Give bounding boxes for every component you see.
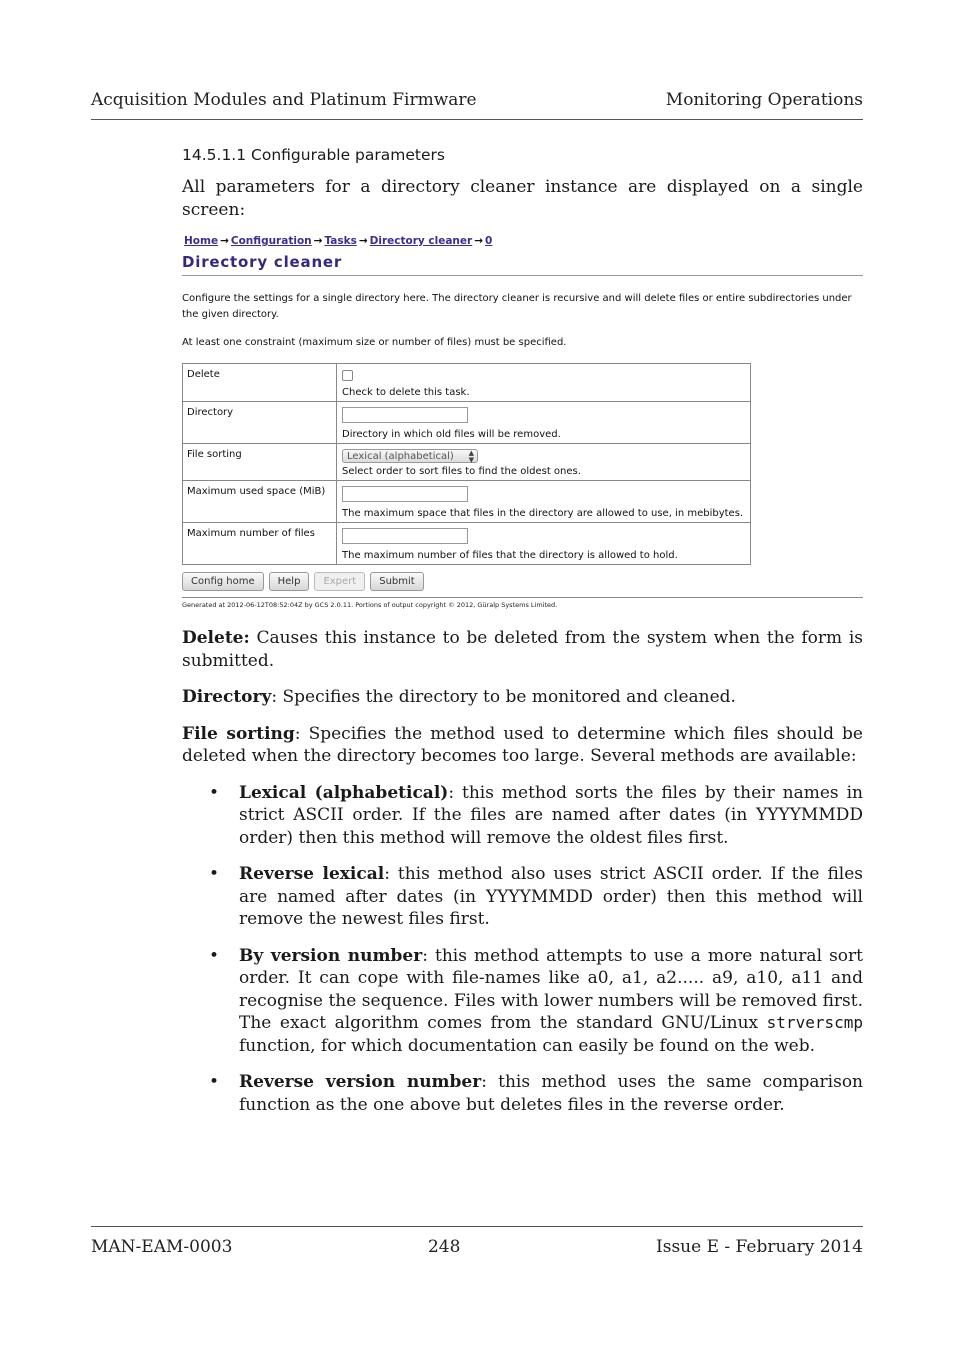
- row-label-max-files: Maximum number of files: [183, 523, 337, 565]
- page-footer: [91, 1226, 863, 1257]
- file-sorting-selected-value: Lexical (alphabetical): [347, 451, 454, 462]
- list-item: [182, 1071, 863, 1116]
- table-row: [183, 523, 751, 565]
- breadcrumb-separator: →: [474, 235, 484, 247]
- method-code: strverscmp: [766, 1013, 863, 1032]
- footer-doc-id: MAN-EAM-0003: [91, 1237, 233, 1257]
- max-files-help: The maximum number of files that the directory is allowed to hold.: [342, 550, 678, 561]
- header-right: Monitoring Operations: [665, 90, 863, 110]
- directory-term: Directory: [182, 687, 272, 707]
- method-text: : this method attempts to use a more natural sort order. It can cope with file-names like a0, a1, a2..... a9, a10, a11 and recognise the sequence. Files with lower numbers will be removed first. The exact algorithm comes from the standard GNU/Linux: [239, 945, 864, 1033]
- row-value: [337, 364, 751, 402]
- directory-text: : Specifies the directory to be monitored and cleaned.: [271, 687, 736, 707]
- row-label-max-space: Maximum used space (MiB): [183, 481, 337, 523]
- table-row: [183, 364, 751, 402]
- list-item: [182, 863, 863, 931]
- delete-term: Delete:: [182, 628, 250, 648]
- screenshot-footer: Generated at 2012-06-12T08:52:04Z by GCS 2.0.11. Portions of output copyright © 2012, Güralp Systems Limited.: [182, 597, 863, 609]
- table-row: [183, 402, 751, 444]
- bullet: •: [209, 1072, 220, 1092]
- row-value: [337, 402, 751, 444]
- method-text: : this method also uses strict ASCII order. If the files are named after dates (in YYYYMMDD order) then this method will remove the newest files first.: [239, 864, 864, 929]
- breadcrumb-tasks[interactable]: Tasks: [324, 235, 357, 247]
- file-sorting-select[interactable]: [342, 449, 478, 463]
- screenshot-constraint-note: At least one constraint (maximum size or number of files) must be specified.: [182, 337, 567, 348]
- delete-text: Causes this instance to be deleted from the system when the form is submitted.: [182, 628, 863, 671]
- max-space-input[interactable]: [342, 486, 468, 502]
- bullet: •: [209, 945, 220, 966]
- breadcrumb-configuration[interactable]: Configuration: [230, 235, 312, 247]
- delete-help: Check to delete this task.: [342, 387, 470, 398]
- file-sorting-text: : Specifies the method used to determine which files should be deleted when the directory becomes too large. Several methods are available:: [182, 723, 863, 766]
- file-sorting-help: Select order to sort files to find the oldest ones.: [342, 466, 581, 477]
- list-item: [182, 782, 863, 850]
- embedded-screenshot: [182, 235, 863, 609]
- header-left: Acquisition Modules and Platinum Firmware: [91, 90, 477, 110]
- method-text: : this method sorts the files by their names in strict ASCII order. If the files are named after dates (in YYYYMMDD order) then this method will remove the oldest files first.: [239, 782, 863, 848]
- file-sorting-description: [182, 723, 863, 768]
- section-heading: 14.5.1.1 Configurable parameters: [182, 146, 445, 164]
- footer-page-number: 248: [427, 1237, 461, 1257]
- method-term: Reverse lexical: [239, 864, 385, 884]
- row-label-delete: Delete: [183, 364, 337, 402]
- footer-issue: Issue E - February 2014: [656, 1237, 863, 1257]
- bullet: •: [209, 782, 220, 803]
- table-row: [183, 444, 751, 481]
- method-text: : this method uses the same comparison function as the one above but deletes files in the reverse order.: [239, 1072, 863, 1115]
- method-term: By version number: [239, 945, 423, 966]
- breadcrumb-instance[interactable]: 0: [485, 235, 493, 247]
- directory-input[interactable]: [342, 407, 468, 423]
- row-label-file-sorting: File sorting: [183, 444, 337, 481]
- submit-button[interactable]: Submit: [370, 572, 423, 591]
- intro-paragraph: All parameters for a directory cleaner instance are displayed on a single screen:: [182, 177, 863, 220]
- breadcrumb-directory-cleaner[interactable]: Directory cleaner: [369, 235, 473, 247]
- updown-arrows-icon: ▲ ▼: [468, 449, 474, 464]
- row-value: [337, 444, 751, 481]
- table-row: [183, 481, 751, 523]
- config-home-button[interactable]: Config home: [182, 572, 264, 591]
- breadcrumb-separator: →: [313, 235, 323, 247]
- delete-checkbox[interactable]: [342, 370, 353, 381]
- page-header: [91, 90, 863, 120]
- help-button[interactable]: Help: [269, 572, 310, 591]
- row-value: [337, 523, 751, 565]
- expert-button[interactable]: Expert: [314, 572, 365, 591]
- method-text-continued: function, for which documentation can easily be found on the web.: [239, 1035, 815, 1056]
- screenshot-description: Configure the settings for a single directory here. The directory cleaner is recursive and will delete files or entire subdirectories under the given directory.: [182, 293, 852, 320]
- row-value: [337, 481, 751, 523]
- max-space-help: The maximum space that files in the directory are allowed to use, in mebibytes.: [342, 508, 744, 519]
- breadcrumb-separator: →: [220, 235, 229, 247]
- breadcrumb: [184, 235, 863, 251]
- button-bar: [182, 572, 863, 591]
- breadcrumb-separator: →: [358, 235, 368, 247]
- settings-table: [182, 363, 751, 565]
- screenshot-page-title: Directory cleaner: [182, 251, 863, 276]
- directory-help: Directory in which old files will be removed.: [342, 429, 561, 440]
- breadcrumb-home[interactable]: Home: [184, 235, 219, 247]
- directory-description: [182, 686, 863, 709]
- sorting-methods-list: [182, 782, 863, 1117]
- parameter-descriptions: [182, 627, 863, 1116]
- max-files-input[interactable]: [342, 528, 468, 544]
- page-content: [182, 146, 863, 1130]
- delete-description: [182, 627, 863, 672]
- row-label-directory: Directory: [183, 402, 337, 444]
- file-sorting-term: File sorting: [182, 723, 295, 744]
- method-term: Reverse version number: [239, 1072, 482, 1092]
- method-term: Lexical (alphabetical): [239, 782, 449, 803]
- list-item: [182, 945, 863, 1058]
- bullet: •: [209, 864, 220, 884]
